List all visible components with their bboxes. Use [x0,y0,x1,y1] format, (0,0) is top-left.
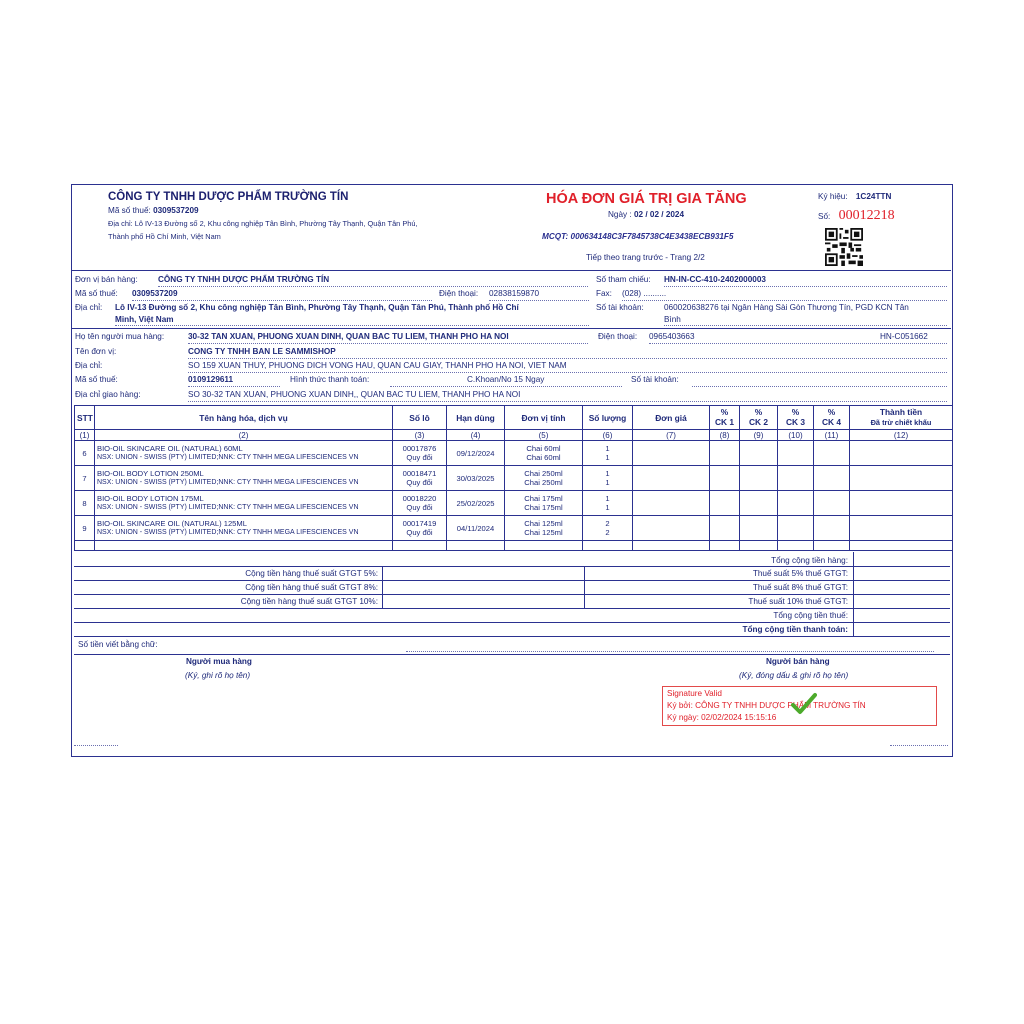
buyer-tax-value: 0109129611 [188,375,234,384]
ck2-bottom: CK 2 [748,416,769,427]
number-value: 00012218 [838,208,895,223]
seller-unit-value: CÔNG TY TNHH DƯỢC PHẨM TRƯỜNG TÍN [158,275,330,284]
seller-address-line2: Thành phố Hồ Chí Minh, Việt Nam [108,232,221,241]
seller-address-label: Địa chỉ: [108,219,133,228]
tax-total-label: Tổng cộng tiền thuế: [773,611,848,620]
td [850,541,953,551]
invoice-number [818,208,895,224]
hline [74,580,950,581]
divider-totals-top [74,566,950,567]
col-name: Tên hàng hóa, dịch vụ [95,406,393,430]
row-unit [505,466,583,491]
row-stt: 8 [75,491,95,516]
seller-sign-note: (Ký, đóng dấu & ghi rõ họ tên) [739,671,849,680]
dotline [115,325,589,326]
num-4: (4) [447,430,505,441]
row-unit [505,516,583,541]
buyer-phone-value: 0965403663 [649,332,695,341]
num-3: (3) [393,430,447,441]
total-bottom: Đã trừ chiết khấu [870,417,932,427]
row-lot-line1: 00018471 [402,468,437,478]
row-stt: 6 [75,441,95,466]
seller-address-value: Lô IV-13 Đường số 2, Khu công nghiệp Tân Bình, Phường Tây Thạnh, Quận Tân Phú, [134,219,418,228]
row-qty [583,491,633,516]
row-ck1 [710,441,740,466]
ck3-bottom: CK 3 [785,416,806,427]
dotline [692,386,947,387]
seller-address-label2: Địa chỉ: [75,303,103,312]
num-2: (2) [95,430,393,441]
num-11: (11) [814,430,850,441]
td [505,541,583,551]
in-words-label: Số tiền viết bằng chữ: [78,640,158,649]
row-qty-line2: 2 [605,528,610,537]
row-qty-line1: 1 [605,443,610,453]
number-label: Số: [818,212,831,221]
invoice-date-value: 02 / 02 / 2024 [633,210,685,219]
num-9: (9) [740,430,778,441]
buyer-phone-label: Điện thoại: [598,332,638,341]
signature-valid-text: Signature Valid [667,689,722,698]
mcqt-label: MCQT: [542,232,569,241]
seller-tax-label2: Mã số thuế: [75,289,118,298]
dotline [132,300,432,301]
column-number-row [75,430,953,441]
col-ck1 [710,406,740,430]
table-empty-row [75,541,953,551]
row-qty-line1: 2 [605,518,610,528]
fax-label: Fax: [596,289,612,298]
row-name [95,491,393,516]
invoice-symbol [818,192,891,201]
row-ck3 [778,491,814,516]
symbol-label: Ký hiệu: [818,192,848,201]
td [710,541,740,551]
seller-phone-value: 02838159870 [489,289,540,298]
num-5: (5) [505,430,583,441]
num-1: (1) [75,430,95,441]
hline [74,636,950,637]
row-ck2 [740,466,778,491]
row-ck4 [814,466,850,491]
continued-page: Tiếp theo trang trước - Trang 2/2 [586,253,705,262]
col-ck3 [778,406,814,430]
dotline [188,386,280,387]
ck4-bottom: CK 4 [821,416,842,427]
row-unit [505,441,583,466]
row-lot-line2: Quy đổi [406,453,433,462]
buyer-address-label: Địa chỉ: [75,361,103,370]
seller-phone-label: Điện thoại: [439,289,479,298]
row-lot-line1: 00017419 [402,518,437,528]
table-header-row [75,406,953,430]
vline [853,552,854,636]
row-ck1 [710,466,740,491]
payment-value: C.Khoan/No 15 Ngay [467,375,545,384]
col-qty: Số lượng [583,406,633,430]
account-label: Số tài khoản: [596,303,644,312]
ref-value: HN-IN-CC-410-2402000003 [664,275,766,284]
dotline [158,286,588,287]
row-unit-line1: Chai 175ml [524,493,563,503]
num-12: (12) [850,430,953,441]
dotline [664,325,947,326]
row-price [633,466,710,491]
invoice-title: HÓA ĐƠN GIÁ TRỊ GIA TĂNG [546,191,747,207]
buyer-address-value: SO 159 XUAN THUY, PHUONG DICH VONG HAU, QUAN CAU GIAY, THANH PHO HA NOI, VIET NAM [188,361,567,370]
row-qty-line2: 1 [605,478,610,487]
hline [74,608,950,609]
invoice [71,184,953,757]
row-price [633,516,710,541]
symbol-value: 1C24TTN [855,192,892,201]
td [740,541,778,551]
subtotal-label: Tổng cộng tiền hàng: [771,556,848,565]
dotline [188,372,947,373]
row-price [633,441,710,466]
row-qty [583,516,633,541]
dotline [188,401,947,402]
row-ck2 [740,441,778,466]
row-stt: 7 [75,466,95,491]
vat8-goods-label: Cộng tiền hàng thuế suất GTGT 8%: [245,583,378,592]
seller-tax-value2: 0309537209 [132,289,178,298]
delivery-label: Địa chỉ giao hàng: [75,390,141,399]
row-ck4 [814,441,850,466]
dotline [649,343,947,344]
vat8-tax-label: Thuế suất 8% thuế GTGT: [752,583,848,592]
seller-sign-title: Người bán hàng [766,657,830,666]
col-lot: Số lô [393,406,447,430]
row-expiry: 09/12/2024 [447,441,505,466]
mcqt-code [542,232,733,241]
dotline [406,651,934,652]
dotline [188,358,947,359]
row-qty-line2: 1 [605,453,610,462]
invoice-date-label: Ngày : [608,210,632,219]
row-qty-line1: 1 [605,493,610,503]
account-value-line1: 060020638276 tại Ngân Hàng Sài Gòn Thương Tín, PGD KCN Tân [664,303,909,312]
col-ck2 [740,406,778,430]
row-ck3 [778,516,814,541]
ck1-bottom: CK 1 [714,416,735,427]
dotline [390,386,622,387]
seller-address-value-line2: Minh, Việt Nam [115,315,174,324]
row-lot-line2: Quy đổi [406,503,433,512]
buyer-sign-title: Người mua hàng [186,657,252,666]
row-name-line1: BIO-OIL SKINCARE OIL (NATURAL) 125ML [97,518,247,528]
row-lot-line1: 00018220 [402,493,437,503]
col-price: Đơn giá [633,406,710,430]
row-unit-line2: Chai 250ml [524,478,563,487]
td [447,541,505,551]
num-8: (8) [710,430,740,441]
row-price [633,491,710,516]
hline [74,654,950,655]
row-unit-line2: Chai 125ml [524,528,563,537]
td [814,541,850,551]
vat10-tax-label: Thuế suất 10% thuế GTGT: [748,597,848,606]
row-unit-line1: Chai 250ml [524,468,563,478]
payment-label: Hình thức thanh toán: [290,375,370,384]
row-lot-line2: Quy đổi [406,478,433,487]
items-table [74,405,953,551]
row-ck1 [710,516,740,541]
row-unit-line1: Chai 60ml [526,443,561,453]
vat10-goods-label: Cộng tiền hàng thuế suất GTGT 10%: [240,597,378,606]
row-total [850,466,953,491]
row-name-line2: NSX: UNION - SWISS (PTY) LIMITED;NNK: CTY TNHH MEGA LIFESCIENCES VN [97,529,359,536]
row-ck2 [740,491,778,516]
num-6: (6) [583,430,633,441]
vline [382,566,383,608]
row-qty [583,441,633,466]
td [75,541,95,551]
seller-tax-label: Mã số thuế: [108,206,151,215]
ck1-top: % [720,407,729,417]
ck2-top: % [754,407,763,417]
row-expiry: 04/11/2024 [447,516,505,541]
row-name-line2: NSX: UNION - SWISS (PTY) LIMITED;NNK: CTY TNHH MEGA LIFESCIENCES VN [97,454,359,461]
row-name-line1: BIO-OIL SKINCARE OIL (NATURAL) 60ML [97,443,243,453]
buyer-name-label: Họ tên người mua hàng: [75,332,165,341]
td [633,541,710,551]
table-row [75,516,953,541]
hline [74,594,950,595]
buyer-code: HN-C051662 [880,332,928,341]
buyer-sign-note: (Ký, ghi rõ họ tên) [185,671,251,680]
row-ck4 [814,491,850,516]
row-qty-line1: 1 [605,468,610,478]
ck3-top: % [791,407,800,417]
col-unit: Đơn vị tính [505,406,583,430]
mcqt-value: 000634148C3F7845738C4E3438ECB931F5 [570,232,734,241]
row-name-line1: BIO-OIL BODY LOTION 175ML [97,493,204,503]
row-unit-line2: Chai 175ml [524,503,563,512]
row-name [95,516,393,541]
row-lot [393,441,447,466]
col-expiry: Hạn dùng [447,406,505,430]
row-lot-line1: 00017876 [402,443,437,453]
row-stt: 9 [75,516,95,541]
row-ck3 [778,466,814,491]
dotline [664,286,947,287]
num-10: (10) [778,430,814,441]
qr-code-icon [825,228,863,266]
account-value-line2: Bình [664,315,681,324]
row-qty [583,466,633,491]
row-unit-line1: Chai 125ml [524,518,563,528]
td [778,541,814,551]
hline [74,622,950,623]
row-lot [393,491,447,516]
row-total [850,516,953,541]
checkmark-icon [791,691,817,717]
buyer-unit-label: Tên đơn vị: [75,347,117,356]
dotline [890,745,948,746]
row-total [850,441,953,466]
row-unit [505,491,583,516]
td [583,541,633,551]
row-expiry: 25/02/2025 [447,491,505,516]
col-total [850,406,953,430]
signed-date-text: Ký ngày: 02/02/2024 15:15:16 [667,713,777,722]
row-unit-line2: Chai 60ml [526,453,561,462]
num-7: (7) [633,430,710,441]
td [95,541,393,551]
row-total [850,491,953,516]
seller-company-name: CÔNG TY TNHH DƯỢC PHẨM TRƯỜNG TÍN [108,191,349,203]
buyer-tax-label: Mã số thuế: [75,375,118,384]
digital-signature-box [662,686,937,726]
row-ck4 [814,516,850,541]
row-name-line2: NSX: UNION - SWISS (PTY) LIMITED;NNK: CTY TNHH MEGA LIFESCIENCES VN [97,504,359,511]
signed-by-text: Ký bởi: CÔNG TY TNHH DƯỢC PHẨM TRƯỜNG TÍN [667,701,866,710]
row-name-line1: BIO-OIL BODY LOTION 250ML [97,468,204,478]
table-row [75,441,953,466]
seller-address-line1 [108,219,418,228]
vat5-goods-label: Cộng tiền hàng thuế suất GTGT 5%: [245,569,378,578]
dotline [622,300,947,301]
row-expiry: 30/03/2025 [447,466,505,491]
col-stt: STT [75,406,95,430]
seller-tax-line [108,206,199,215]
col-ck4 [814,406,850,430]
td [393,541,447,551]
row-name-line2: NSX: UNION - SWISS (PTY) LIMITED;NNK: CTY TNHH MEGA LIFESCIENCES VN [97,479,359,486]
row-lot-line2: Quy đổi [406,528,433,537]
invoice-date [608,210,684,219]
fax-value: (028) .......... [622,289,667,298]
row-qty-line2: 1 [605,503,610,512]
row-lot [393,516,447,541]
row-lot [393,466,447,491]
dotline [74,745,118,746]
seller-unit-label: Đơn vị bán hàng: [75,275,138,284]
dotline [489,300,589,301]
grand-total-label: Tổng cộng tiền thanh toán: [742,625,848,634]
seller-tax-code: 0309537209 [153,206,199,215]
row-ck1 [710,491,740,516]
vat5-tax-label: Thuế suất 5% thuế GTGT: [752,569,848,578]
row-ck3 [778,441,814,466]
ref-label: Số tham chiếu: [596,275,651,284]
dotline [188,343,588,344]
divider-buyer-top [72,328,951,329]
buyer-unit-value: CONG TY TNHH BAN LE SAMMISHOP [188,347,336,356]
vline [584,566,585,608]
total-top: Thành tiền [879,407,923,417]
row-name [95,441,393,466]
row-ck2 [740,516,778,541]
row-name [95,466,393,491]
seller-address-value-line1: Lô IV-13 Đường số 2, Khu công nghiệp Tân Bình, Phường Tây Thạnh, Quận Tân Phú, Thành phố Hồ Chí [115,303,519,312]
divider-seller-top [72,270,951,271]
table-row [75,491,953,516]
ck4-top: % [827,407,836,417]
table-row [75,466,953,491]
delivery-value: SO 30-32 TAN XUAN, PHUONG XUAN DINH,, QUAN BAC TU LIEM, THANH PHO HA NOI [188,390,521,399]
buyer-account-label: Số tài khoản: [631,375,679,384]
buyer-name-value: 30-32 TAN XUAN, PHUONG XUAN DINH, QUAN BAC TU LIEM, THANH PHO HA NOI [188,332,509,341]
